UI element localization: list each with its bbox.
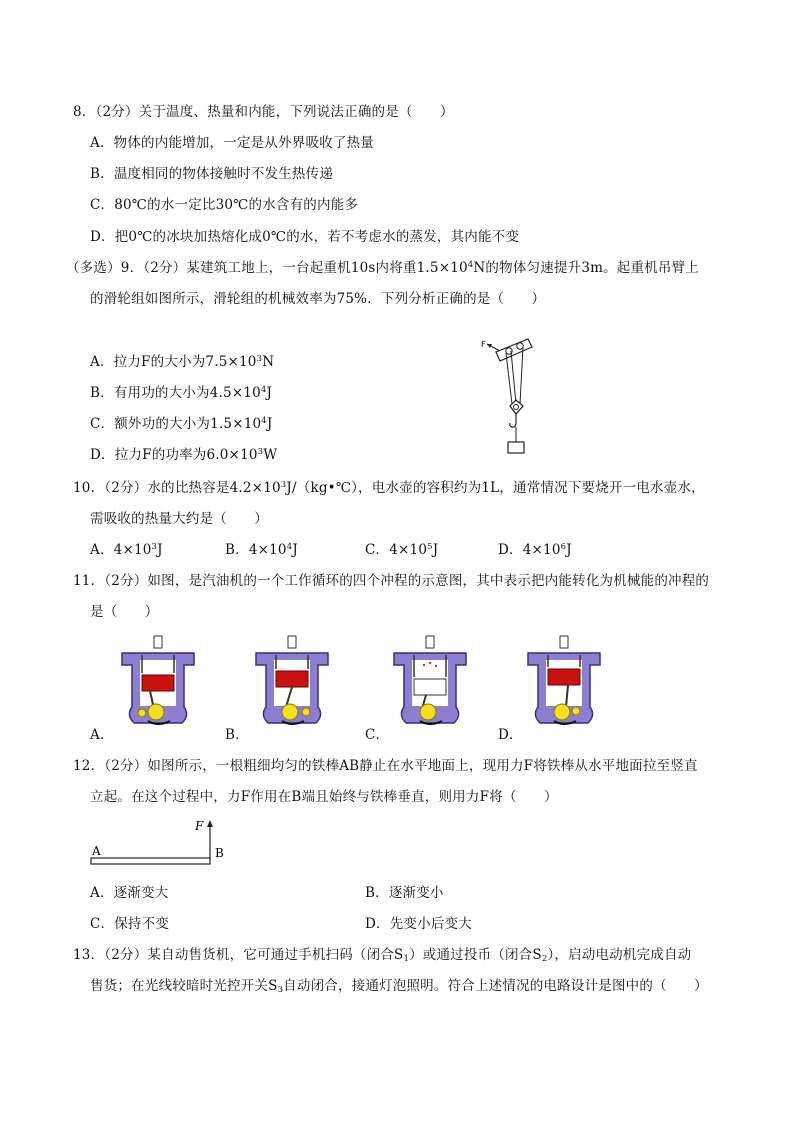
q10-option-a-unit: J xyxy=(157,542,163,558)
q11-option-b: B． xyxy=(225,727,249,743)
q10-option-a-text: A．4×10 xyxy=(90,542,152,558)
q10-option-b xyxy=(225,541,298,559)
q11-option-c: C． xyxy=(365,727,390,743)
engine-stroke-c xyxy=(390,633,470,729)
q10-option-d xyxy=(498,541,572,559)
q10-option-b-exp: 4 xyxy=(286,542,293,552)
q13-sub-s1: 1 xyxy=(403,954,410,964)
q12-stem-line2: 立起。在这个过程中，力F作用在B端且始终与铁棒垂直，则用力F将（ ） xyxy=(90,789,558,805)
q10-stem-text-end: J/（kg•℃），电水壶的容积约为1L，通常情况下要烧开一电水壶水， xyxy=(286,480,705,496)
q9-option-a-unit: N xyxy=(262,354,275,370)
q11-stem-line2: 是（ ） xyxy=(90,604,159,620)
pulley-figure xyxy=(478,334,548,460)
q9-option-c-unit: J xyxy=(266,416,273,432)
engine-stroke-a xyxy=(118,633,198,729)
engine-stroke-b xyxy=(252,633,332,729)
engine-stroke-d xyxy=(524,633,604,729)
q10-stem-text: 10．（2分）水的比热容是4.2×10 xyxy=(73,480,281,496)
q9-option-b xyxy=(90,384,272,402)
rod-end-a-label: A xyxy=(92,844,101,858)
q9-option-d xyxy=(90,446,277,464)
q10-option-c-unit: J xyxy=(432,542,439,558)
q12-option-c: C．保持不变 xyxy=(90,916,170,932)
q9-option-a xyxy=(90,353,274,371)
q12-option-a: A．逐渐变大 xyxy=(90,885,169,901)
q10-option-d-text: D．4×10 xyxy=(498,542,561,558)
q12-option-d: D．先变小后变大 xyxy=(365,916,472,932)
q8-option-b: B．温度相同的物体接触时不发生热传递 xyxy=(90,166,334,182)
q9-option-d-text: D．拉力F的功率为6.0×10 xyxy=(90,447,258,463)
q9-option-c-text: C．额外功的大小为1.5×10 xyxy=(90,416,262,432)
q10-option-b-text: B．4×10 xyxy=(225,542,287,558)
pulley-force-label: F xyxy=(481,340,486,349)
iron-rod-figure xyxy=(88,818,238,868)
q8-option-d: D．把0℃的冰块加热熔化成0℃的水，若不考虑水的蒸发，其内能不变 xyxy=(90,229,520,245)
q9-stem-line1 xyxy=(66,259,699,277)
q8-option-c: C．80℃的水一定比30℃的水含有的内能多 xyxy=(90,197,359,213)
q13-text-2: ）或通过投币（闭合S xyxy=(409,947,542,963)
q9-option-d-exp: 3 xyxy=(257,447,264,457)
q10-stem-line2: 需吸收的热量大约是（ ） xyxy=(90,511,269,527)
q13-stem-line1 xyxy=(73,946,691,964)
q10-option-a xyxy=(90,541,163,559)
q10-stem-exponent: 3 xyxy=(280,480,287,490)
q11-stem-line1: 11．（2分）如图，是汽油机的一个工作循环的四个冲程的示意图，其中表示把内能转化为机械能的冲程的 xyxy=(73,573,710,589)
q13-sub-s2: 2 xyxy=(541,954,548,964)
q9-stem-line2: 的滑轮组如图所示，滑轮组的机械效率为75%．下列分析正确的是（ ） xyxy=(90,291,546,307)
q9-stem-exponent: 4 xyxy=(467,260,474,270)
q9-option-b-text: B．有用功的大小为4.5×10 xyxy=(90,385,261,401)
q10-option-b-unit: J xyxy=(292,542,298,558)
q8-option-a: A．物体的内能增加，一定是从外界吸收了热量 xyxy=(90,135,374,151)
q9-stem-text-end: N的物体匀速提升3m。起重机吊臂上 xyxy=(473,260,700,276)
q9-option-b-exp: 4 xyxy=(260,385,267,395)
rod-end-b-label: B xyxy=(215,846,224,860)
q10-option-d-unit: J xyxy=(566,542,572,558)
rod-force-label: F xyxy=(195,819,204,833)
q10-option-c-exp: 5 xyxy=(427,542,433,552)
q9-option-a-exp: 3 xyxy=(256,354,263,364)
q10-option-a-exp: 3 xyxy=(151,542,158,552)
q9-option-b-unit: J xyxy=(266,385,273,401)
q10-option-c xyxy=(365,541,438,559)
q13-text-1: 13．（2分）某自动售货机，它可通过手机扫码（闭合S xyxy=(73,947,404,963)
q12-option-b: B．逐渐变小 xyxy=(365,885,444,901)
q10-option-c-text: C．4×10 xyxy=(365,542,428,558)
q8-stem: 8．（2分）关于温度、热量和内能，下列说法正确的是（ ） xyxy=(73,104,454,120)
q13-sub-s3: 3 xyxy=(277,985,284,995)
q11-option-a: A． xyxy=(90,727,114,743)
q12-stem-line1: 12．（2分）如图所示，一根粗细均匀的铁棒AB静止在水平地面上，现用力F将铁棒从水平地面拉至竖直 xyxy=(73,758,698,774)
q9-option-c xyxy=(90,415,273,433)
q13-text-4: 售货；在光线较暗时光控开关S xyxy=(90,978,278,994)
q9-option-d-unit: W xyxy=(263,447,278,463)
q13-text-3: ），启动电动机完成自动 xyxy=(547,947,692,963)
q13-text-5: 自动闭合，接通灯泡照明。符合上述情况的电路设计是图中的（ ） xyxy=(283,978,708,994)
q10-stem-line1 xyxy=(73,479,705,497)
q11-option-d: D． xyxy=(498,727,523,743)
q9-option-a-text: A．拉力F的大小为7.5×10 xyxy=(90,354,257,370)
q10-option-d-exp: 6 xyxy=(560,542,567,552)
q13-stem-line2 xyxy=(90,977,708,995)
q9-stem-text: （多选）9．（2分）某建筑工地上，一台起重机10s内将重1.5×10 xyxy=(66,260,468,276)
q9-option-c-exp: 4 xyxy=(261,416,267,426)
